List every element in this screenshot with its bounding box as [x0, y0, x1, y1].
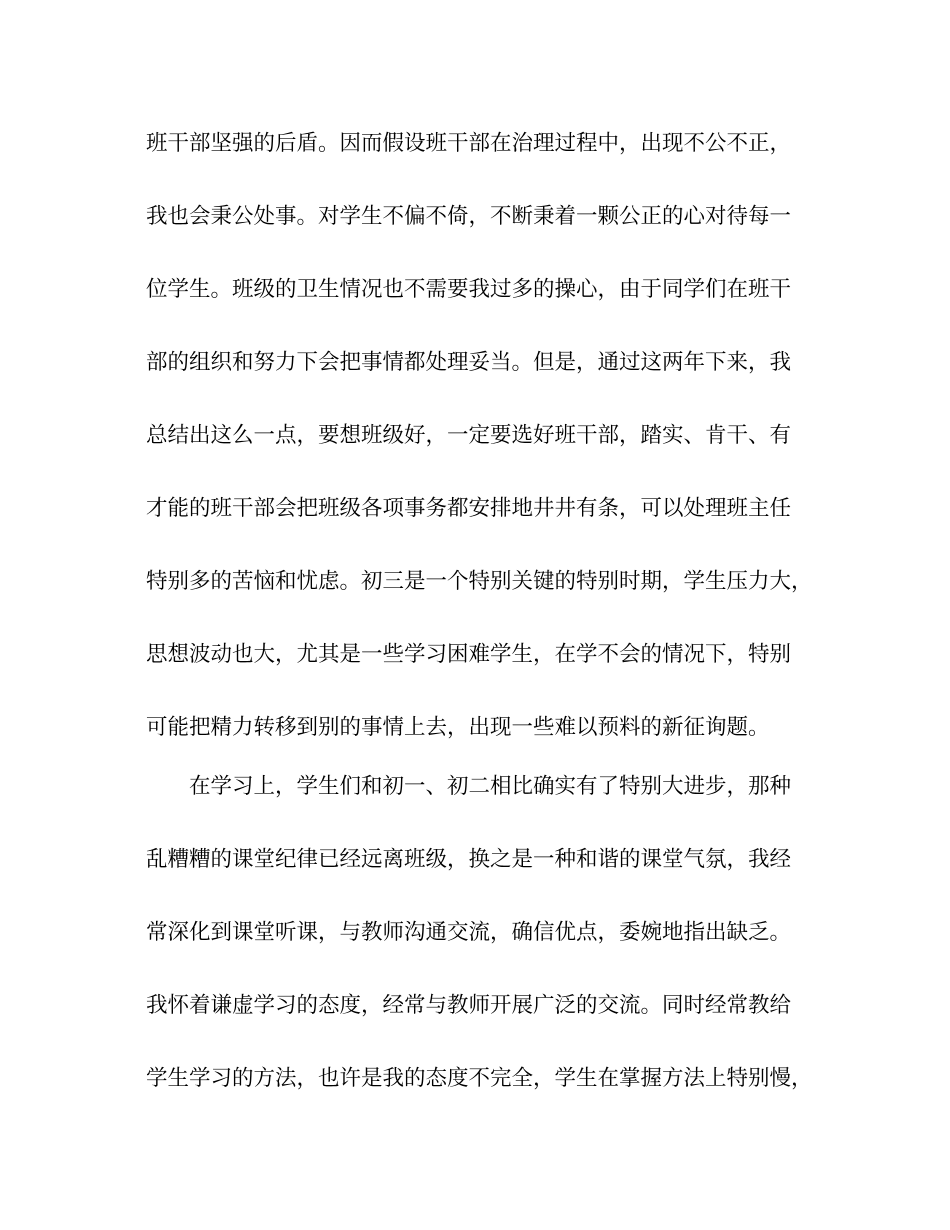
text-line: 乱糟糟的课堂纪律已经远离班级，换之是一种和谐的课堂气氛，我经 [146, 847, 792, 872]
text-line: 总结出这么一点，要想班级好，一定要选好班干部，踏实、肯干、有 [146, 423, 792, 448]
text-line: 位学生。班级的卫生情况也不需要我过多的操心，由于同学们在班干 [146, 277, 792, 302]
text-line: 我也会秉公处事。对学生不偏不倚，不断秉着一颗公正的心对待每一 [146, 204, 792, 229]
text-line: 常深化到课堂听课，与教师沟通交流，确信优点，委婉地指出缺乏。 [146, 920, 792, 945]
text-line: 部的组织和努力下会把事情都处理妥当。但是，通过这两年下来，我 [146, 350, 792, 375]
text-line: 我怀着谦虚学习的态度，经常与教师开展广泛的交流。同时经常教给 [146, 993, 792, 1018]
text-line: 特别多的苦恼和忧虑。初三是一个特别关键的特别时期，学生压力大， [146, 569, 813, 594]
text-line: 班干部坚强的后盾。因而假设班干部在治理过程中，出现不公不正， [146, 131, 792, 156]
text-line: 才能的班干部会把班级各项事务都安排地井井有条，可以处理班主任 [146, 496, 792, 521]
text-line: 思想波动也大，尤其是一些学习困难学生，在学不会的情况下，特别 [146, 642, 792, 667]
text-line: 可能把精力转移到别的事情上去，出现一些难以预料的新征询题。 [146, 715, 770, 740]
paragraph-first-line: 在学习上，学生们和初一、初二相比确实有了特别大进步，那种 [189, 774, 792, 799]
text-line: 学生学习的方法，也许是我的态度不完全，学生在掌握方法上特别慢， [146, 1066, 813, 1091]
